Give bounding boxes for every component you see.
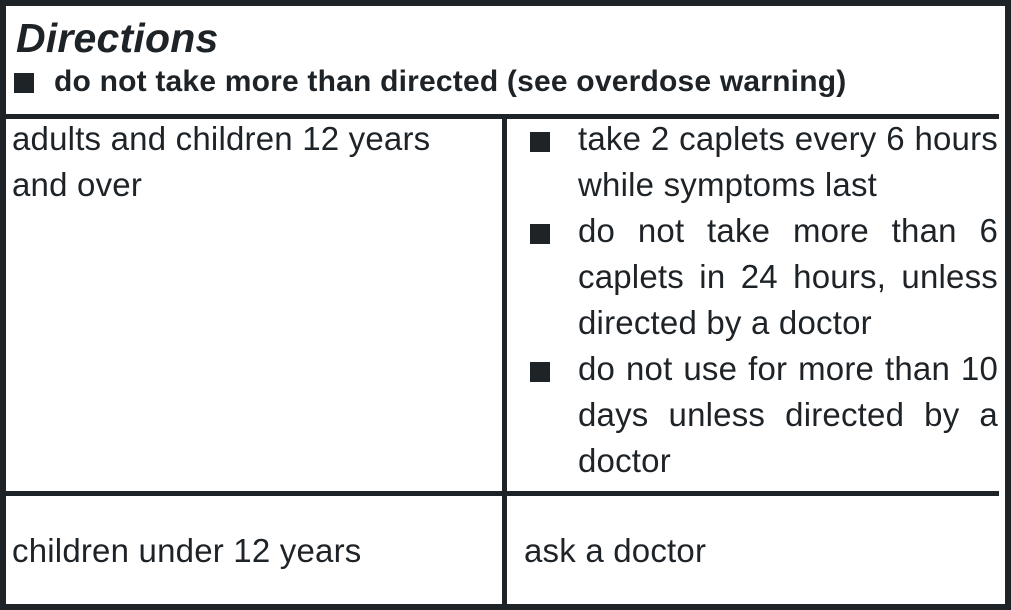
dosage-text: do not take more than 6 caplets in 24 hours, unless directed by a doctor	[578, 212, 998, 341]
square-bullet-icon	[14, 73, 34, 93]
square-bullet-icon	[530, 362, 550, 382]
table-column-divider	[502, 114, 507, 610]
adult-dosage-list	[524, 116, 998, 484]
age-group-adults: adults and children 12 years and over	[12, 120, 431, 203]
square-bullet-icon	[530, 132, 550, 152]
section-title: Directions	[16, 15, 219, 61]
overdose-warning	[14, 62, 846, 102]
dosage-text: do not use for more than 10 days unless directed by a doctor	[578, 350, 998, 479]
children-dosage-text: ask a doctor	[524, 532, 707, 569]
dosage-text: take 2 caplets every 6 hours while symptoms last	[578, 120, 998, 203]
dosage-item	[524, 346, 998, 484]
warning-text: do not take more than directed (see overdose warning)	[54, 65, 847, 98]
age-group-children-under-12: children under 12 years	[12, 532, 362, 569]
square-bullet-icon	[530, 224, 550, 244]
dosage-item	[524, 208, 998, 346]
dosage-item	[524, 116, 998, 208]
